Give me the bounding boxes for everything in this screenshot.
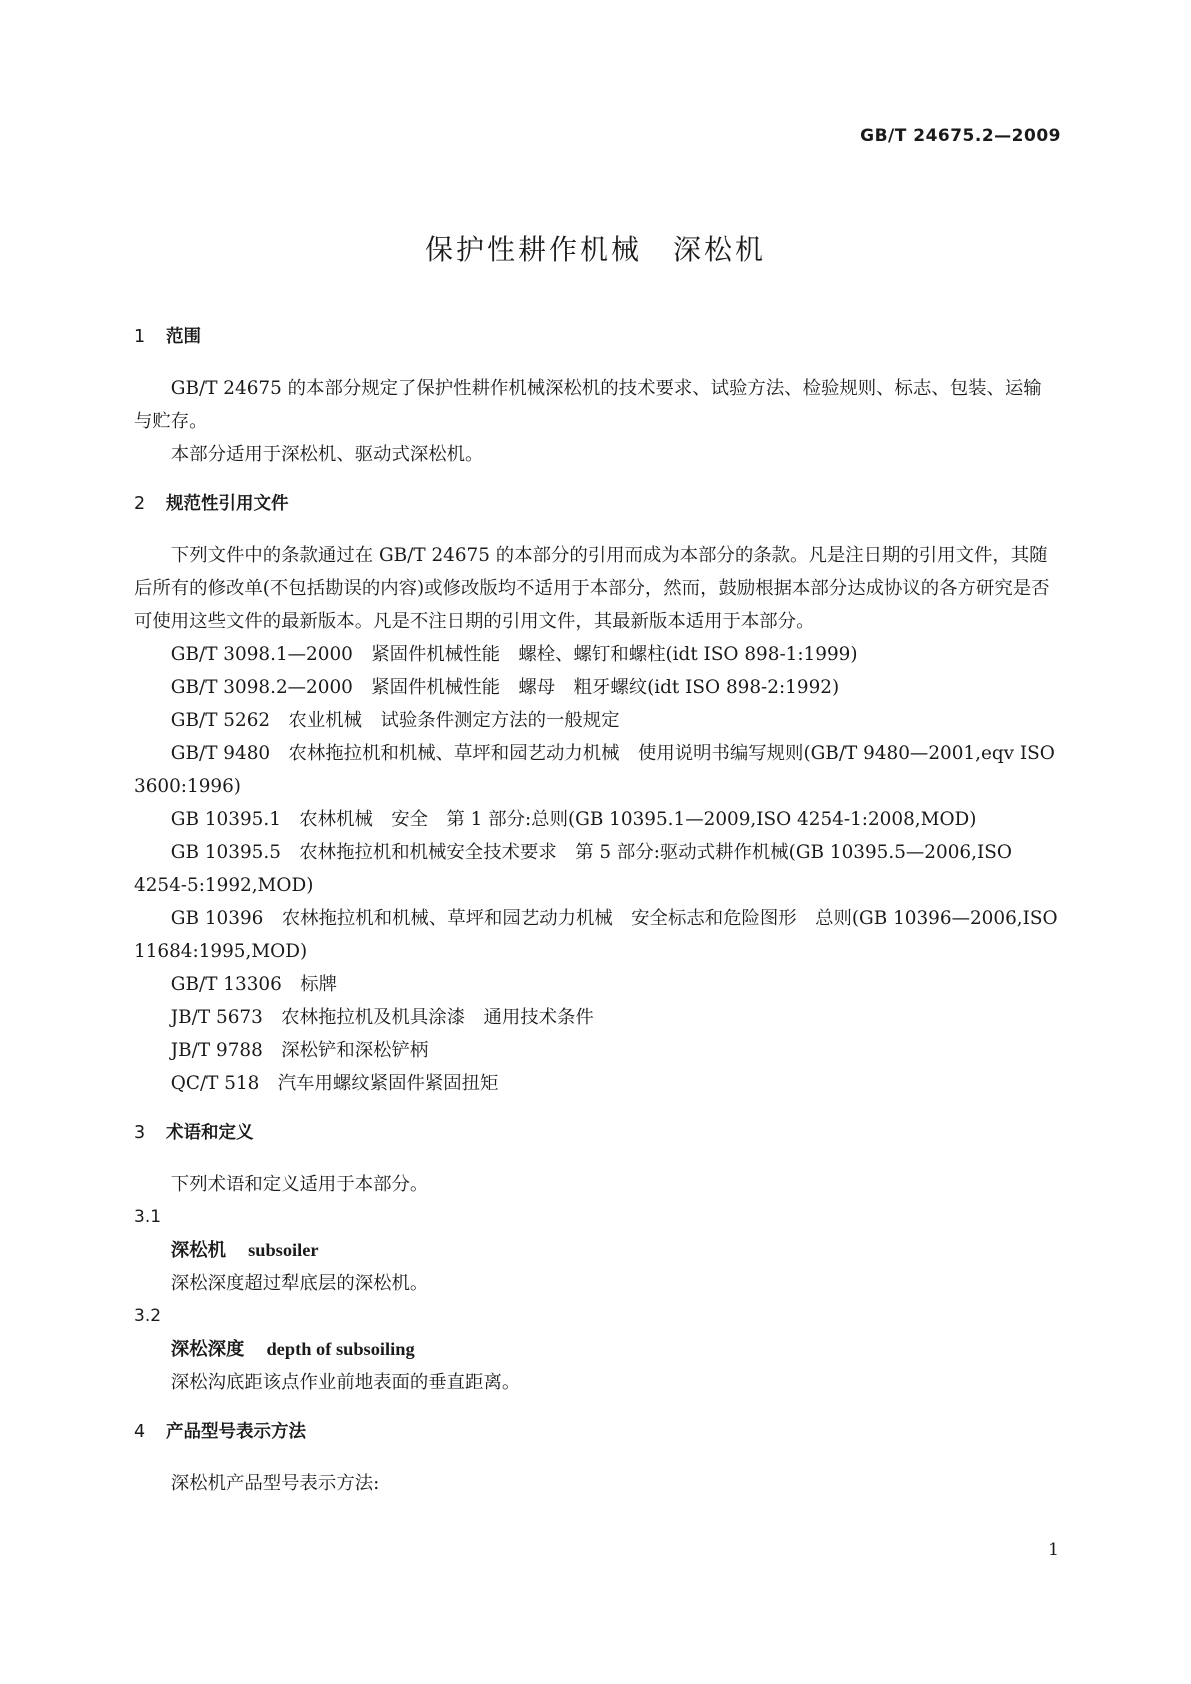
section-title: 产品型号表示方法 — [166, 1422, 306, 1442]
section-number: 4 — [134, 1422, 146, 1442]
section-title: 范围 — [166, 327, 201, 347]
reference-item: GB/T 5262 农业机械 试验条件测定方法的一般规定 — [170, 710, 620, 731]
term-en: subsoiler — [248, 1240, 319, 1260]
section-number: 1 — [134, 327, 146, 347]
model-designation-intro: 深松机产品型号表示方法: — [170, 1473, 380, 1494]
section-1-heading — [134, 322, 1060, 352]
reference-item: JB/T 5673 农林拖拉机及机具涂漆 通用技术条件 — [170, 1007, 594, 1028]
term-number: 3.2 — [134, 1306, 162, 1326]
section-title: 术语和定义 — [166, 1123, 254, 1143]
term-number: 3.1 — [134, 1207, 162, 1227]
standard-number: GB/T 24675.2—2009 — [860, 126, 1061, 146]
scope-applicability: 本部分适用于深松机、驱动式深松机。 — [170, 444, 484, 465]
reference-item: GB 10396 农林拖拉机和机械、草坪和园艺动力机械 安全标志和危险图形 总则(GB 10396—2006,ISO 11684:1995,MOD) — [134, 908, 1058, 962]
section-number: 3 — [134, 1123, 146, 1143]
term-entry — [134, 1234, 1060, 1267]
term-en: depth of subsoiling — [266, 1339, 415, 1359]
term-zh: 深松深度 — [170, 1339, 245, 1360]
section-4-heading — [134, 1417, 1060, 1447]
reference-item: JB/T 9788 深松铲和深松铲柄 — [170, 1040, 429, 1061]
document-body — [134, 322, 1060, 1500]
document-title: 保护性耕作机械 深松机 — [424, 233, 766, 266]
reference-item: GB 10395.5 农林拖拉机和机械安全技术要求 第 5 部分:驱动式耕作机械(GB 10395.5—2006,ISO 4254-5:1992,MOD) — [134, 842, 1012, 896]
references-intro: 下列文件中的条款通过在 GB/T 24675 的本部分的引用而成为本部分的条款。凡是注日期的引用文件，其随后所有的修改单(不包括勘误的内容)或修改版均不适用于本部分，然而，鼓励根据本部分达成协议的各方研究是否可使用这些文件的最新版本。凡是不注日期的引用文件，其最新版本适用于本部分。 — [134, 545, 1050, 632]
reference-item: GB/T 3098.1—2000 紧固件机械性能 螺栓、螺钉和螺柱(idt ISO 898-1:1999) — [170, 644, 858, 665]
reference-item: GB 10395.1 农林机械 安全 第 1 部分:总则(GB 10395.1—2009,ISO 4254-1:2008,MOD) — [170, 809, 977, 830]
reference-item: GB/T 3098.2—2000 紧固件机械性能 螺母 粗牙螺纹(idt ISO 898-2:1992) — [170, 677, 840, 698]
section-title: 规范性引用文件 — [166, 494, 289, 514]
scope-paragraph: GB/T 24675 的本部分规定了保护性耕作机械深松机的技术要求、试验方法、检验规则、标志、包装、运输与贮存。 — [134, 378, 1042, 432]
term-entry — [134, 1333, 1060, 1366]
term-definition: 深松深度超过犁底层的深松机。 — [170, 1273, 429, 1294]
section-3-heading — [134, 1118, 1060, 1148]
terms-intro: 下列术语和定义适用于本部分。 — [170, 1174, 429, 1195]
term-zh: 深松机 — [170, 1240, 226, 1261]
page-number: 1 — [1048, 1540, 1059, 1560]
section-number: 2 — [134, 494, 146, 514]
reference-item: QC/T 518 汽车用螺纹紧固件紧固扭矩 — [170, 1073, 499, 1094]
reference-item: GB/T 13306 标牌 — [170, 974, 337, 995]
section-2-heading — [134, 489, 1060, 519]
term-definition: 深松沟底距该点作业前地表面的垂直距离。 — [170, 1372, 521, 1393]
reference-item: GB/T 9480 农林拖拉机和机械、草坪和园艺动力机械 使用说明书编写规则(GB/T 9480—2001,eqv ISO 3600:1996) — [134, 743, 1055, 797]
